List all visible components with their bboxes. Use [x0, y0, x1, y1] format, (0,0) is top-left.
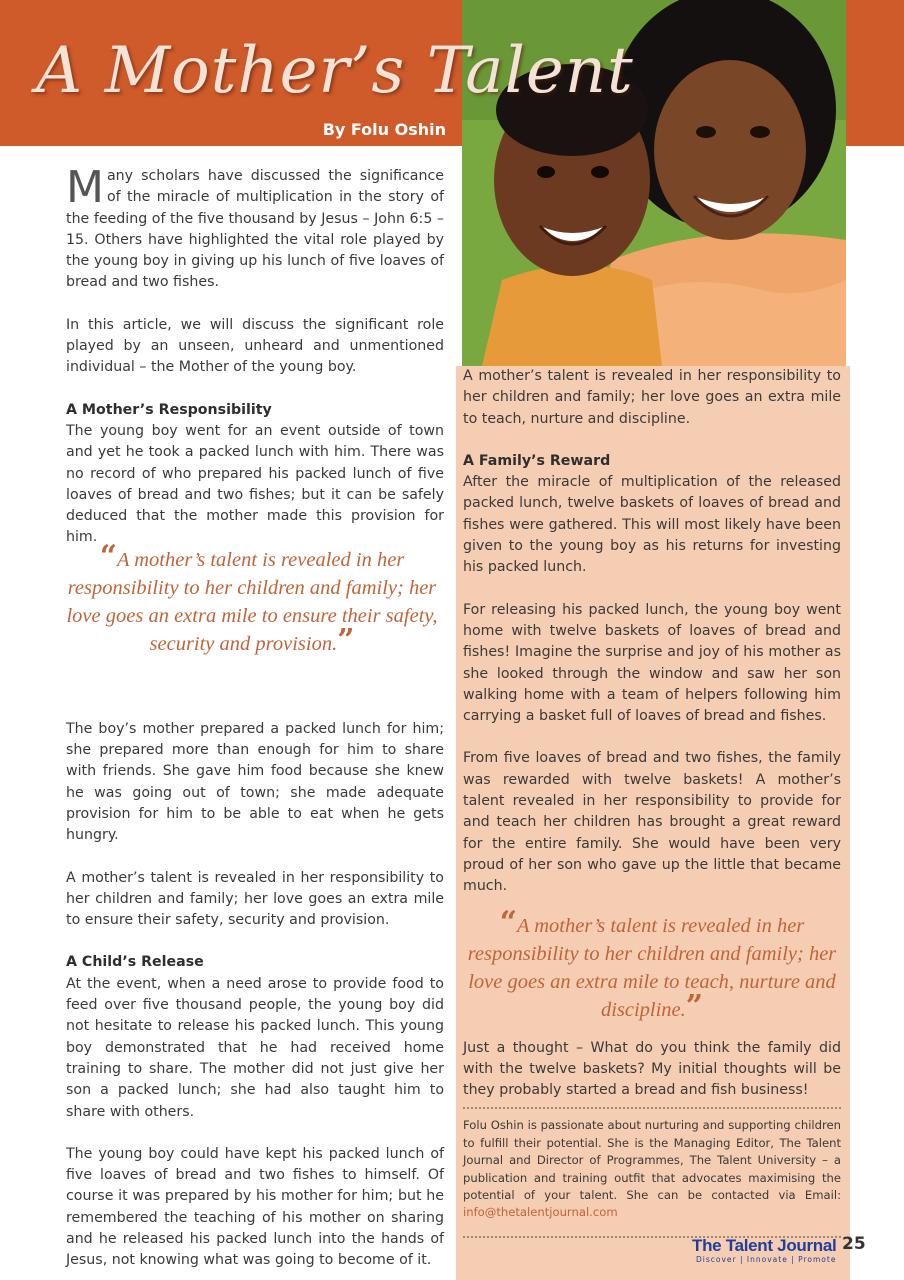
section-heading-reward: A Family’s Reward: [463, 452, 611, 469]
paragraph: After the miracle of multiplication of the released packed lunch, twelve baskets of loaves of bread and fishes were gathered. This will most likely have been given to the young boy as his returns for investing his packed lunch.: [463, 474, 841, 576]
section-heading-responsibility: A Mother’s Responsibility: [66, 401, 272, 418]
right-sidebar-column: [456, 366, 850, 1280]
paragraph: From five loaves of bread and two fishes, the family was rewarded with twelve baskets! A mother’s talent revealed in her responsibility to provide for and teach her children has brought a great reward for the entire family. She would have been very proud of her son who gave up the little that became much.: [463, 750, 841, 895]
author-bio: Folu Oshin is passionate about nurturing and supporting children to fulfill their potential. She is the Managing Editor, The Talent Journal and Director of Programmes, The Talent University – a publication and training outfit that advocates maximising the potential of your talent. She can be contacted via Email: info@thetalentjournal.com: [463, 1118, 841, 1220]
pull-quote-right: “A mother’s talent is revealed in her responsibility to her children and family; her love goes an extra mile to teach, nurture and discipline.”: [467, 904, 837, 1024]
paragraph: For releasing his packed lunch, the young boy went home with twelve baskets of loaves of bread and fishes! Imagine the surprise and joy of his mother as she looked through the window and saw her son walking home with a team of helpers following him carrying a basket full of loaves of bread and fishes.: [463, 601, 841, 725]
contact-email-link[interactable]: info@thetalentjournal.com: [463, 1205, 618, 1220]
article-title: A Mother’s Talent: [36, 34, 634, 108]
page-number: 25: [842, 1234, 866, 1254]
brand-name: The Talent Journal: [692, 1236, 837, 1255]
paragraph: A mother’s talent is revealed in her responsibility to her children and family; her love goes an extra mile to teach, nurture and discipline.: [463, 368, 841, 427]
paragraph: The young boy could have kept his packed lunch of five loaves of bread and two fishes to himself. Of course it was prepared by his mother for him; but he remembered the teaching of his mother on sharing and he released his packed lunch into the hands of Jesus, not knowing what was going to become of it.: [66, 1145, 444, 1269]
pull-quote-left: “A mother’s talent is revealed in her responsibility to her children and family; her love goes an extra mile to ensure their safety, security and provision.”: [66, 539, 438, 658]
open-quote-icon: “: [99, 539, 117, 574]
drop-cap: M: [66, 162, 104, 213]
close-quote-icon: ”: [685, 988, 704, 1024]
paragraph: The young boy went for an event outside of town and yet he took a packed lunch with him. There was no record of who prepared his packed lunch of five loaves of bread and two fishes; but it can be safely deduced that the mother made this provision for him.: [66, 422, 444, 546]
left-column: [66, 162, 444, 1272]
intro-paragraph: Many scholars have discussed the significance of the miracle of multiplication in the story of the feeding of the five thousand by Jesus – John 6:5 – 15. Others have highlighted the vital role played by the young boy in giving up his lunch of five loaves of bread and two fishes.: [66, 162, 444, 291]
brand-tagline: Discover | Innovate | Promote: [696, 1255, 837, 1264]
section-heading-release: A Child’s Release: [66, 954, 204, 971]
author-byline: By Folu Oshin: [322, 120, 446, 139]
open-quote-icon: “: [499, 904, 517, 940]
paragraph: At the event, when a need arose to provide food to feed over five thousand people, the young boy did not hesitate to release his packed lunch. This young boy demonstrated that he had received home training to share. The mother did not just give her son a packed lunch; she had also taught him to share with others.: [66, 975, 444, 1120]
close-quote-icon: ”: [337, 623, 355, 658]
paragraph: The boy’s mother prepared a packed lunch for him; she prepared more than enough for him to share with friends. She gave him food because she knew he was going out of town; she made adequate provision for him to be able to eat when he gets hungry.: [66, 720, 444, 844]
paragraph: Just a thought – What do you think the family did with the twelve baskets? My initial thoughts will be they probably started a bread and fish business!: [463, 1039, 841, 1099]
paragraph: A mother’s talent is revealed in her responsibility to her children and family; her love goes an extra mile to ensure their safety, security and provision.: [66, 869, 444, 929]
journal-logo: [692, 1236, 837, 1264]
paragraph: In this article, we will discuss the significant role played by an unseen, unheard and unmentioned individual – the Mother of the young boy.: [66, 316, 444, 376]
